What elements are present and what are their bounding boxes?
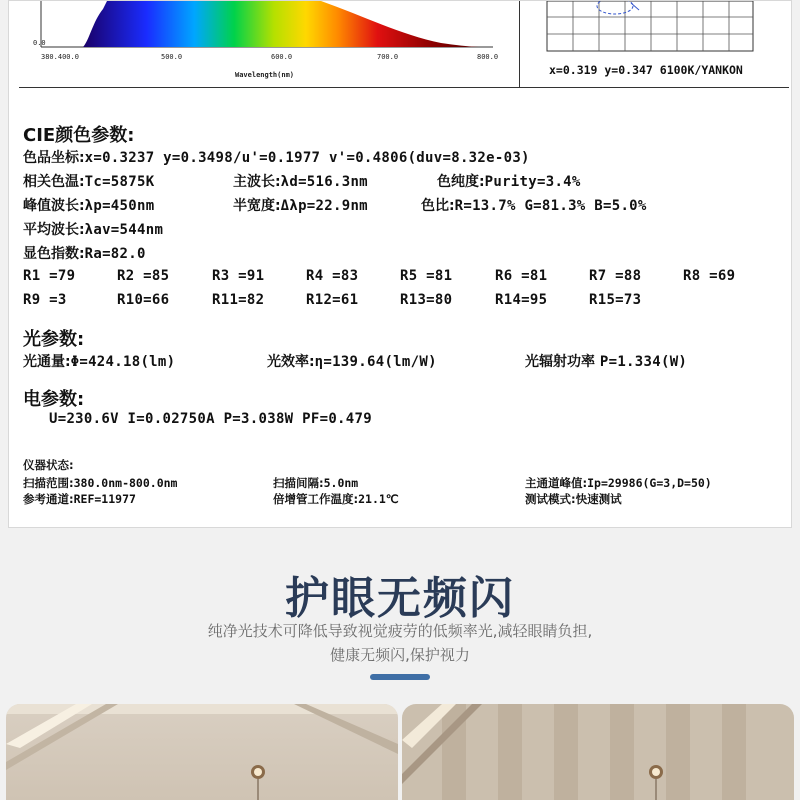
test-report-card <box>8 0 792 528</box>
flux-label: 光通量: <box>23 354 71 370</box>
main-peak-value: Ip=29986(G=3,D=50) <box>587 476 712 490</box>
scan-range <box>23 475 177 491</box>
efficacy-value: η=139.64(lm/W) <box>314 354 437 370</box>
cct-value: Tc=5875K <box>84 174 155 190</box>
ri-value: R13=80 <box>400 292 453 308</box>
test-mode-label: 测试模式: <box>525 492 576 506</box>
pmt-temp <box>273 491 399 507</box>
x-tick-label: 500.0 <box>161 53 183 61</box>
pmt-temp-label: 倍增管工作温度: <box>273 492 359 506</box>
chromaticity-row <box>23 147 530 167</box>
ri-value: R7 =88 <box>589 268 642 284</box>
ri-value: R6 =81 <box>495 268 548 284</box>
cie-section-title: CIE颜色参数: <box>23 125 135 146</box>
promo-heading: 护眼无频闪 <box>285 573 515 624</box>
purity-value: Purity=3.4% <box>484 174 581 190</box>
x-tick-label: 380.400.0 <box>41 53 79 61</box>
coord-value: x=0.3237 y=0.3498/u'=0.1977 v'=0.4806(duv=8.32e-03) <box>84 150 530 166</box>
efficacy-label: 光效率: <box>267 354 315 370</box>
x-tick-label: 700.0 <box>377 53 399 61</box>
ri-value: R15=73 <box>589 292 642 308</box>
scan-range-label: 扫描范围: <box>23 476 74 490</box>
ceiling-illustration <box>6 704 398 800</box>
main-peak <box>525 475 712 491</box>
room-photo-left <box>6 704 398 800</box>
ri-value: R12=61 <box>306 292 359 308</box>
coord-label: 色品坐标: <box>23 150 85 166</box>
x-tick-label: 600.0 <box>271 53 293 61</box>
radiant-power-label: 光辐射功率 <box>525 354 595 370</box>
promo-description-line2: 健康无频闪,保护视力 <box>330 646 470 664</box>
scan-step <box>273 475 358 491</box>
scan-step-label: 扫描间隔: <box>273 476 324 490</box>
peak-wl-label: 峰值波长: <box>23 198 85 214</box>
cri-value: Ra=82.0 <box>84 246 146 262</box>
spectrum-curve <box>83 1 481 47</box>
purity-label: 色纯度: <box>437 174 485 190</box>
electrical-section-title: 电参数: <box>23 389 85 410</box>
cct-label: 相关色温: <box>23 174 85 190</box>
scan-step-value: 5.0nm <box>323 476 359 490</box>
ref-channel-value: REF=11977 <box>73 492 136 506</box>
section-divider <box>19 87 789 88</box>
x-axis-label: Wavelength(nm) <box>235 71 295 79</box>
x-tick-label: 800.0 <box>477 53 499 61</box>
test-mode <box>525 491 622 507</box>
y-axis-zero-label: 0.0 <box>33 39 46 47</box>
optical-section-title: 光参数: <box>23 329 85 350</box>
ri-value: R10=66 <box>117 292 170 308</box>
fwhm-label: 半宽度: <box>233 198 281 214</box>
scan-range-value: 380.0nm-800.0nm <box>73 476 178 490</box>
promo-description-line1: 纯净光技术可降低导致视觉疲劳的低频率光,减轻眼睛负担, <box>207 622 593 640</box>
cri-row <box>23 243 146 263</box>
color-ratio-value: R=13.7% G=81.3% B=5.0% <box>454 198 647 214</box>
ref-channel-label: 参考通道: <box>23 492 74 506</box>
ref-channel <box>23 491 136 507</box>
avg-wl-label: 平均波长: <box>23 222 85 238</box>
cri-label: 显色指数: <box>23 246 85 262</box>
optical-row <box>23 351 783 371</box>
ri-row-1 <box>23 268 783 286</box>
dominant-wl-label: 主波长: <box>233 174 281 190</box>
electrical-values: U=230.6V I=0.02750A P=3.038W PF=0.479 <box>49 411 372 427</box>
dominant-wl-value: λd=516.3nm <box>280 174 368 190</box>
ceiling-illustration <box>402 704 794 800</box>
peak-wl-value: λp=450nm <box>84 198 155 214</box>
ri-value: R4 =83 <box>306 268 359 284</box>
test-mode-value: 快速测试 <box>575 492 622 506</box>
cie-caption: x=0.319 y=0.347 6100K/YANKON <box>549 63 743 77</box>
ri-value: R1 =79 <box>23 268 76 284</box>
flux-value: Φ=424.18(lm) <box>70 354 176 370</box>
ri-value: R5 =81 <box>400 268 453 284</box>
cct-row <box>23 171 783 191</box>
color-ratio-label: 色比: <box>421 198 455 214</box>
peak-row <box>23 195 783 215</box>
ri-value: R14=95 <box>495 292 548 308</box>
instrument-title: 仪器状态: <box>23 458 74 472</box>
ri-value: R8 =69 <box>683 268 736 284</box>
avg-wl-value: λav=544nm <box>84 222 164 238</box>
tolerance-ellipse <box>597 1 633 14</box>
ri-row-2 <box>23 292 783 310</box>
main-peak-label: 主通道峰值: <box>525 476 588 490</box>
room-photo-right <box>402 704 794 800</box>
radiant-power-value: P=1.334(W) <box>599 354 688 370</box>
ri-value: R11=82 <box>212 292 265 308</box>
ri-value: R3 =91 <box>212 268 265 284</box>
accent-bar <box>370 674 430 680</box>
spectrum-chart <box>21 1 511 85</box>
fwhm-value: Δλp=22.9nm <box>280 198 368 214</box>
avg-wl-row <box>23 219 163 239</box>
ri-value: R2 =85 <box>117 268 170 284</box>
section-divider <box>519 1 520 87</box>
pmt-temp-value: 21.1℃ <box>358 492 399 506</box>
ri-value: R9 =3 <box>23 292 67 308</box>
